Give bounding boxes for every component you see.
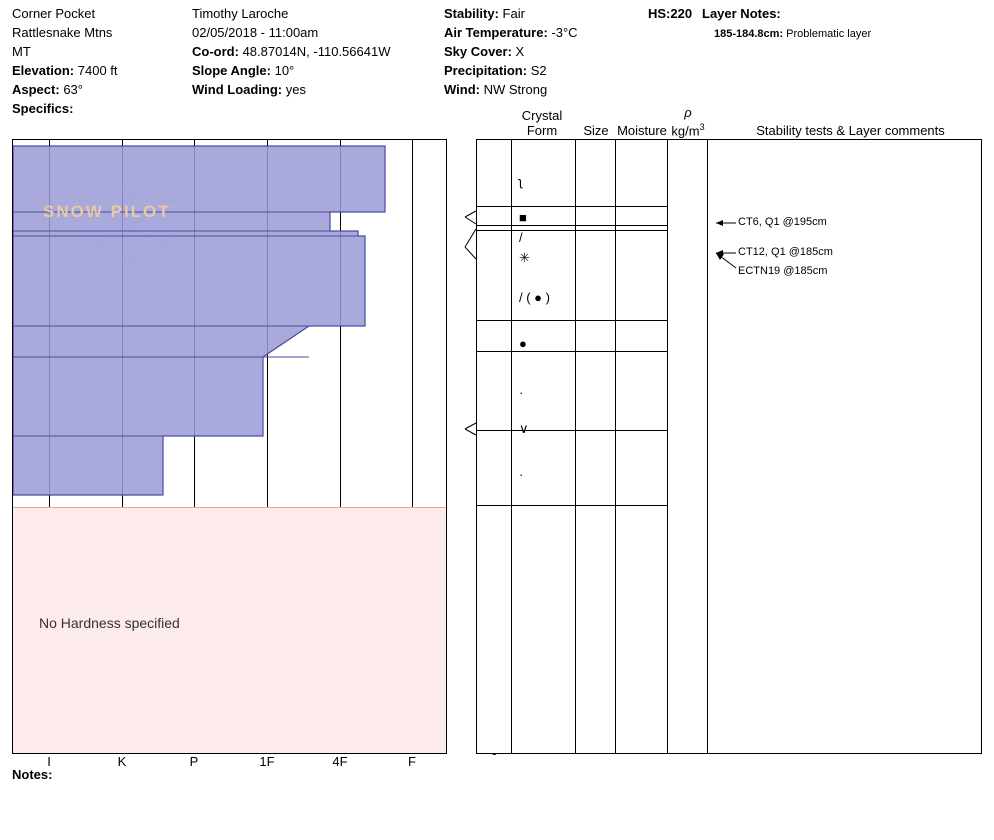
hs-row — [648, 4, 708, 23]
notes-label: Notes: — [12, 767, 53, 782]
aspect-value: 63° — [63, 82, 83, 97]
conditions-block — [444, 4, 644, 99]
air-temperature-row — [444, 23, 644, 42]
wind-label: Wind: — [444, 82, 480, 97]
size-row-divider — [576, 320, 615, 321]
moisture-row-divider — [616, 351, 667, 352]
stability-label: Stability: — [444, 6, 499, 21]
form-row-divider — [477, 230, 575, 231]
precipitation-label: Precipitation: — [444, 63, 528, 78]
observer-block — [192, 4, 437, 99]
sky-cover-label: Sky Cover: — [444, 44, 512, 59]
hardness-label-1F: 1F — [259, 754, 275, 769]
stability-test-2: ECTN19 @185cm — [738, 265, 828, 277]
grain-form-3: ✳ — [519, 250, 530, 265]
hardness-label-I: I — [47, 754, 51, 769]
site-name: Corner Pocket — [12, 6, 96, 21]
moisture-column[interactable] — [615, 139, 668, 754]
size-row-divider — [576, 230, 615, 231]
stability-test-1: CT12, Q1 @185cm — [738, 246, 833, 258]
hardness-profile-path — [13, 146, 385, 495]
slope-angle-label: Slope Angle: — [192, 63, 271, 78]
layer-note-text: Problematic layer — [786, 28, 872, 40]
location-block — [12, 4, 187, 118]
coordinates-value: 48.87014N, -110.56641W — [242, 44, 391, 59]
profile-header — [0, 0, 994, 118]
observation-datetime: 02/05/2018 - 11:00am — [192, 25, 319, 40]
elevation-row — [12, 61, 187, 80]
grain-form-1: ■ — [519, 210, 527, 225]
wind-row — [444, 80, 644, 99]
hardness-label-P: P — [189, 754, 199, 769]
form-column-divider — [511, 140, 512, 753]
layer-note-range: 185-184.8cm: — [714, 28, 784, 40]
size-row-divider — [576, 505, 615, 506]
wind-value: NW Strong — [483, 82, 548, 97]
grain-form-2: / — [519, 230, 523, 245]
size-row-divider — [576, 351, 615, 352]
form-row-divider — [477, 351, 575, 352]
stability-test-arrows — [708, 140, 981, 753]
form-row-divider — [477, 505, 575, 506]
layer-notes-title: Layer Notes: — [702, 6, 781, 21]
rho-symbol: ρ — [684, 105, 692, 120]
moisture-row-divider — [616, 230, 667, 231]
size-row-divider — [576, 206, 615, 207]
moisture-row-divider — [616, 225, 667, 226]
stability-tests-column[interactable] — [707, 139, 982, 754]
elevation-label: Elevation: — [12, 63, 75, 78]
mountain-range: Rattlesnake Mtns — [12, 25, 113, 40]
snow-height-block — [648, 4, 708, 23]
layer-connectors — [447, 139, 477, 754]
state: MT — [12, 44, 31, 59]
precipitation-value: S2 — [530, 63, 547, 78]
snow-profile-plot[interactable] — [12, 139, 447, 754]
form-column-title: Form — [526, 123, 558, 138]
hardness-label-4F: 4F — [332, 754, 348, 769]
coordinates-row — [192, 42, 437, 61]
moisture-row-divider — [616, 430, 667, 431]
wind-loading-value: yes — [285, 82, 306, 97]
form-row-divider — [477, 320, 575, 321]
grain-form-8: · — [519, 467, 524, 482]
grain-form-6: · — [519, 385, 524, 400]
size-row-divider — [576, 225, 615, 226]
layer-notes-block — [702, 4, 992, 42]
hardness-label-F: F — [408, 754, 416, 769]
crystal-column-title: Crystal Form — [510, 108, 574, 138]
air-temperature-value: -3°C — [551, 25, 578, 40]
aspect-label: Aspect: — [12, 82, 60, 97]
grain-form-0: ʅ — [519, 174, 522, 189]
slope-angle-value: 10° — [274, 63, 295, 78]
stability-value: Fair — [502, 6, 525, 21]
rho-units: $kg/m^3$ — [671, 122, 705, 139]
snowpack-area — [13, 140, 446, 753]
form-row-divider — [477, 225, 575, 226]
moisture-column-title: Moisture — [617, 123, 667, 138]
aspect-row — [12, 80, 187, 99]
layer-note-item — [714, 26, 992, 42]
specifics-row — [12, 99, 187, 118]
precipitation-row — [444, 61, 644, 80]
observer-name: Timothy Laroche — [192, 6, 289, 21]
specifics-label: Specifics: — [12, 101, 74, 116]
air-temperature-label: Air Temperature: — [444, 25, 548, 40]
hardness-label-K: K — [117, 754, 127, 769]
density-column[interactable] — [667, 139, 708, 754]
moisture-row-divider — [616, 320, 667, 321]
crystal-form-column[interactable] — [476, 139, 576, 754]
moisture-row-divider — [616, 206, 667, 207]
grain-form-4: / ( ● ) — [519, 290, 550, 305]
snowpilot-watermark: SNOW PILOT — [43, 202, 171, 221]
hardness-axis — [12, 754, 447, 772]
size-column-title: Size — [583, 123, 609, 138]
moisture-row-divider — [616, 505, 667, 506]
stability-column-title: Stability tests & Layer comments — [756, 123, 945, 138]
slope-angle-row — [192, 61, 437, 80]
coordinates-label: Co-ord: — [192, 44, 239, 59]
wind-loading-label: Wind Loading: — [192, 82, 283, 97]
density-column-title — [668, 105, 708, 138]
grain-form-7: ∨ — [519, 421, 529, 436]
stability-test-0: CT6, Q1 @195cm — [738, 216, 827, 228]
sky-cover-value: X — [515, 44, 525, 59]
hs-value: 220 — [670, 6, 693, 21]
no-hardness-label: No Hardness specified — [39, 615, 180, 631]
size-row-divider — [576, 430, 615, 431]
form-row-divider — [477, 206, 575, 207]
hs-label: HS: — [648, 6, 671, 21]
grain-form-5: ● — [519, 336, 527, 351]
crystal-size-column[interactable] — [575, 139, 616, 754]
wind-loading-row — [192, 80, 437, 99]
elevation-value: 7400 ft — [77, 63, 118, 78]
sky-cover-row — [444, 42, 644, 61]
stability-row — [444, 4, 644, 23]
